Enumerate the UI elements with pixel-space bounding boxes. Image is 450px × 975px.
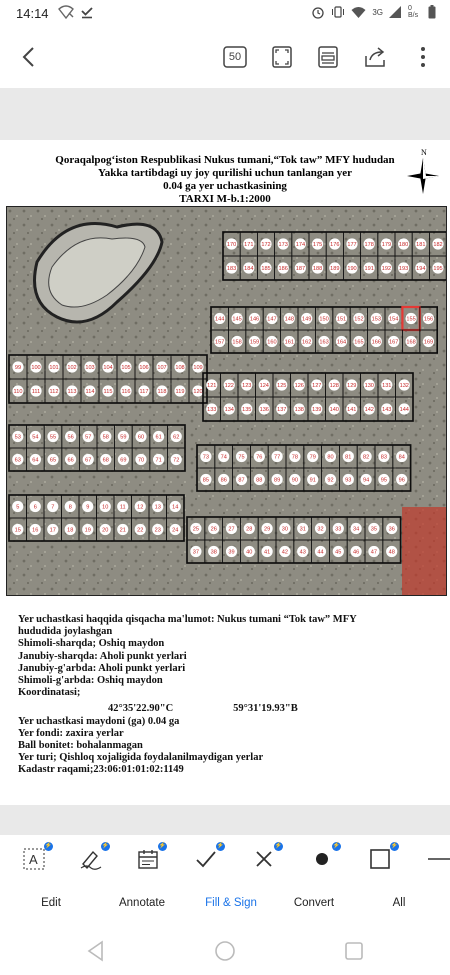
premium-badge: ⚡ <box>216 843 225 849</box>
plot-number: 162 <box>302 339 312 346</box>
plot-number: 146 <box>249 316 260 323</box>
plot-number: 113 <box>67 389 77 396</box>
plot-number: 38 <box>210 549 217 556</box>
plot-number: 96 <box>398 477 405 484</box>
plot-number: 53 <box>14 434 21 441</box>
plot-number: 182 <box>433 242 443 249</box>
plot-number: 165 <box>354 339 364 346</box>
plot-number: 20 <box>102 527 109 534</box>
info-line: Yer uchastkasi maydoni (ga) 0.04 ga <box>18 715 180 727</box>
battery-icon <box>428 5 436 19</box>
plot-number: 35 <box>370 526 378 533</box>
plot-number: 161 <box>284 339 294 346</box>
plot-number: 57 <box>85 434 92 441</box>
plot-number: 101 <box>49 365 59 372</box>
share-icon <box>364 46 388 68</box>
plot-number: 159 <box>249 339 260 346</box>
system-navigation <box>0 925 450 975</box>
nav-back-icon[interactable] <box>84 939 108 963</box>
plot-number: 44 <box>317 549 324 556</box>
plot-number: 42 <box>281 549 289 556</box>
plot-number: 189 <box>330 266 340 273</box>
plot-number: 86 <box>220 477 227 484</box>
plot-number: 172 <box>261 242 271 249</box>
plot-number: 132 <box>399 383 409 390</box>
plot-number: 37 <box>192 549 200 556</box>
compass-label: N <box>421 148 427 157</box>
plot-number: 23 <box>154 527 161 534</box>
premium-badge: ⚡ <box>332 843 341 849</box>
plot-number: 67 <box>85 457 92 464</box>
plot-number: 80 <box>327 454 334 461</box>
network-speed: 0 B/s <box>408 5 419 19</box>
info-line: Koordinatasi; <box>18 687 81 699</box>
plot-number: 91 <box>309 477 316 484</box>
plot-number: 176 <box>330 242 340 249</box>
plot-number: 145 <box>232 316 242 323</box>
plot-number: 22 <box>137 527 144 534</box>
plot-number: 27 <box>228 526 235 533</box>
tab-convert[interactable]: Convert <box>293 897 335 909</box>
info-line: Ball bonitet: bohalanmagan <box>18 740 143 752</box>
fill-sign-toolbar <box>0 835 450 925</box>
plot-number: 25 <box>192 526 200 533</box>
plot-number: 194 <box>416 266 426 273</box>
plot-number: 8 <box>68 504 72 511</box>
plot-number: 119 <box>175 389 185 396</box>
plot-number: 160 <box>267 339 277 346</box>
plot-number: 166 <box>371 339 381 346</box>
download-done-icon <box>80 5 94 19</box>
page-number-button[interactable] <box>220 42 250 72</box>
plot-number: 95 <box>380 477 388 484</box>
plot-number: 149 <box>302 316 312 323</box>
plot-number: 88 <box>256 477 263 484</box>
plot-number: 155 <box>406 316 416 323</box>
plot-number: 139 <box>312 407 322 414</box>
plot-number: 102 <box>67 365 77 372</box>
plot-number: 124 <box>259 383 269 390</box>
plot-number: 152 <box>354 316 364 323</box>
info-line: Shimoli-sharqda; Oshiq maydon <box>18 638 165 650</box>
plot-number: 70 <box>137 457 145 464</box>
plot-number: 93 <box>345 477 352 484</box>
calendar-icon <box>137 848 159 870</box>
plot-number: 66 <box>67 457 74 464</box>
info-line: Yer uchastkasi haqqida qisqacha ma'lumot: Nukus tumani “Tok taw” MFY <box>18 614 357 625</box>
plot-number: 10 <box>102 504 109 511</box>
plot-number: 40 <box>246 549 253 556</box>
vibrate-icon <box>331 5 345 19</box>
plot-number: 134 <box>224 407 234 414</box>
plot-number: 48 <box>388 549 395 556</box>
info-line: hududida joylashgan <box>18 626 113 638</box>
line-tool[interactable] <box>424 845 450 873</box>
plot-number: 32 <box>317 526 324 533</box>
plot-number: 129 <box>347 383 357 390</box>
more-vertical-icon <box>420 46 426 68</box>
plot-number: 71 <box>155 457 162 464</box>
plot-number: 136 <box>259 407 269 414</box>
plot-number: 191 <box>364 266 374 273</box>
plot-number: 92 <box>327 477 334 484</box>
plot-number: 17 <box>49 527 56 534</box>
reading-mode-button[interactable] <box>313 42 343 72</box>
compass-icon <box>403 146 443 198</box>
plot-number: 135 <box>242 407 252 414</box>
plot-number: 68 <box>102 457 109 464</box>
plot-number: 108 <box>175 365 185 372</box>
plot-number: 117 <box>139 389 149 396</box>
plot-number: 169 <box>423 339 434 346</box>
plot-number: 168 <box>406 339 416 346</box>
plot-number: 7 <box>51 504 55 511</box>
plot-number: 144 <box>215 316 225 323</box>
plot-number: 179 <box>381 242 392 249</box>
plot-number: 18 <box>67 527 74 534</box>
plot-number: 114 <box>85 389 95 396</box>
plot-number: 115 <box>103 389 113 396</box>
plot-number: 120 <box>193 389 203 396</box>
more-button[interactable] <box>408 42 438 72</box>
premium-badge: ⚡ <box>158 843 167 849</box>
plot-number: 87 <box>238 477 245 484</box>
plot-number: 158 <box>232 339 242 346</box>
plot-number: 64 <box>32 457 39 464</box>
plot-number: 74 <box>220 454 227 461</box>
plot-number: 100 <box>31 365 41 372</box>
tab-all[interactable]: All <box>392 897 406 909</box>
plot-number: 128 <box>329 383 339 390</box>
plot-number: 118 <box>157 389 167 396</box>
mode-tabs <box>0 892 450 918</box>
plot-number: 192 <box>381 266 392 273</box>
page-number: 50 <box>228 51 242 63</box>
plot-number: 184 <box>244 266 254 273</box>
plot-number: 33 <box>335 526 342 533</box>
plot-number: 31 <box>299 526 306 533</box>
plot-number: 143 <box>382 407 392 414</box>
coordinate-latitude: 42°35'22.90"C <box>108 703 174 715</box>
plot-number: 154 <box>389 316 399 323</box>
plot-number: 84 <box>398 454 405 461</box>
plot-number: 141 <box>347 407 357 414</box>
signal-icon <box>389 6 402 18</box>
plot-number: 130 <box>364 383 374 390</box>
plot-number: 127 <box>312 383 322 390</box>
premium-badge: ⚡ <box>274 843 283 849</box>
plot-number: 116 <box>121 389 131 396</box>
plot-block <box>9 495 184 541</box>
north-arrow <box>403 146 443 198</box>
plot-number: 181 <box>416 242 426 249</box>
dot-icon <box>311 848 333 870</box>
info-line: Shimoli-g'arbda: Oshiq maydon <box>18 675 163 687</box>
add-text-tool[interactable] <box>20 843 53 873</box>
plot-number: 47 <box>370 549 378 556</box>
plot-number: 60 <box>137 434 145 441</box>
signature-tool[interactable] <box>77 843 110 873</box>
cadastral-map <box>6 206 447 596</box>
rectangle-tool[interactable] <box>366 843 399 873</box>
premium-badge: ⚡ <box>101 843 110 849</box>
svg-text:A: A <box>29 852 38 867</box>
title-line: TARXI M-b.1:2000 <box>179 193 271 205</box>
plot-number: 111 <box>31 389 41 396</box>
plot-number: 21 <box>119 527 126 534</box>
plot-number: 177 <box>347 242 357 249</box>
plot-number: 156 <box>423 316 434 323</box>
plot-number: 193 <box>398 266 409 273</box>
plot-number: 36 <box>388 526 395 533</box>
tab-edit[interactable]: Edit <box>41 897 61 909</box>
plot-number: 83 <box>380 454 388 461</box>
coordinates <box>18 703 438 715</box>
plot-number: 148 <box>284 316 294 323</box>
plot-number: 16 <box>32 527 39 534</box>
plot-number: 153 <box>371 316 381 323</box>
plot-number: 28 <box>246 526 253 533</box>
plot-number: 69 <box>120 457 127 464</box>
plot-number: 121 <box>207 383 217 390</box>
cross-icon <box>253 848 275 870</box>
status-time: 14:14 <box>16 6 49 21</box>
plot-number: 112 <box>49 389 59 396</box>
plot-number: 79 <box>309 454 316 461</box>
plot-number: 122 <box>224 383 234 390</box>
plot-number: 46 <box>352 549 360 556</box>
plot-number: 75 <box>238 454 245 461</box>
plot-number: 61 <box>155 434 162 441</box>
plot-number: 41 <box>263 549 271 556</box>
plot-number: 147 <box>267 316 277 323</box>
title-line: Qoraqalpog‘iston Respublikasi Nukus tumani,“Tok taw” MFY hududan <box>55 154 395 166</box>
plot-number: 151 <box>336 316 347 323</box>
share-button[interactable] <box>361 42 391 72</box>
plot-number: 13 <box>154 504 161 511</box>
rectangle-icon <box>369 848 391 870</box>
plot-number: 85 <box>202 477 210 484</box>
coordinate-longitude: 59°31'19.93"B <box>233 703 298 715</box>
plot-number: 89 <box>273 477 281 484</box>
plot-number: 45 <box>335 549 342 556</box>
nav-home-icon[interactable] <box>213 939 237 963</box>
plot-number: 123 <box>242 383 252 390</box>
plot-number: 24 <box>172 527 179 534</box>
plot-number: 133 <box>207 407 217 414</box>
plot-number: 190 <box>347 266 357 273</box>
plot-number: 167 <box>389 339 399 346</box>
plot-number: 140 <box>329 407 339 414</box>
plot-number: 94 <box>362 477 370 484</box>
plot-number: 54 <box>32 434 39 441</box>
title-line: Yakka tartibdagi uy joy qurilishi uchun tanlangan yer <box>98 167 352 179</box>
plot-number: 15 <box>14 527 21 534</box>
plot-number: 39 <box>228 549 235 556</box>
date-tool[interactable] <box>134 843 167 873</box>
plot-number: 26 <box>210 526 217 533</box>
plot-number: 30 <box>281 526 289 533</box>
plot-number: 126 <box>294 383 304 390</box>
plot-number: 19 <box>84 527 91 534</box>
plot-number: 34 <box>352 526 360 533</box>
plot-number: 185 <box>261 266 271 273</box>
plot-number: 137 <box>277 407 287 414</box>
plot-number: 6 <box>33 504 37 511</box>
tab-annotate[interactable]: Annotate <box>118 897 166 909</box>
plot-number: 142 <box>364 407 374 414</box>
plot-number: 186 <box>278 266 288 273</box>
plot-number: 12 <box>137 504 144 511</box>
fit-page-button[interactable] <box>267 42 297 72</box>
plot-number: 76 <box>256 454 263 461</box>
plot-number: 90 <box>291 477 299 484</box>
plot-number: 29 <box>263 526 271 533</box>
premium-badge: ⚡ <box>44 843 53 849</box>
pen-signature-icon <box>79 848 103 870</box>
plot-number: 11 <box>119 504 126 511</box>
plot-number: 14 <box>172 504 179 511</box>
reading-mode-icon <box>318 46 338 68</box>
plot-number: 77 <box>273 454 281 461</box>
plot-number: 187 <box>295 266 306 273</box>
fullscreen-icon <box>272 46 292 68</box>
plot-number: 164 <box>336 339 347 346</box>
plot-number: 150 <box>319 316 329 323</box>
plot-number: 82 <box>362 454 370 461</box>
plot-number: 110 <box>13 389 23 396</box>
plot-number: 103 <box>85 365 95 372</box>
plot-number: 125 <box>277 383 287 390</box>
plot-info <box>18 614 438 777</box>
document-page <box>0 140 450 805</box>
network-type: 3G <box>372 7 383 17</box>
plot-number: 195 <box>433 266 443 273</box>
status-bar <box>0 0 450 28</box>
plot-number: 5 <box>16 504 20 511</box>
chevron-left-icon <box>19 46 39 68</box>
info-line: Yer fondi: zaxira yerlar <box>18 727 124 739</box>
plot-number: 188 <box>312 266 323 273</box>
plot-number: 174 <box>295 242 306 249</box>
nav-recents-icon[interactable] <box>342 939 366 963</box>
premium-badge: ⚡ <box>390 843 399 849</box>
plot-number: 65 <box>49 457 57 464</box>
info-line: Janubiy-g'arbda: Aholi punkt yerlari <box>18 662 186 674</box>
plot-number: 157 <box>215 339 225 346</box>
plot-number: 144 <box>399 407 409 414</box>
plot-number: 138 <box>294 407 304 414</box>
plot-number: 58 <box>102 434 109 441</box>
plot-number: 173 <box>278 242 288 249</box>
alarm-icon <box>311 5 325 19</box>
plot-number: 105 <box>121 365 131 372</box>
cross-tool[interactable] <box>250 843 283 873</box>
plot-block <box>9 355 207 403</box>
plot-number: 170 <box>226 242 237 249</box>
wifi-off-icon <box>58 5 74 19</box>
plot-number: 131 <box>382 383 392 390</box>
map-plots <box>7 207 446 595</box>
plot-number: 78 <box>291 454 299 461</box>
plot-number: 175 <box>312 242 323 249</box>
title-line: 0.04 ga yer uchastkasining <box>163 180 287 192</box>
top-toolbar <box>0 28 450 88</box>
plot-number: 171 <box>244 242 254 249</box>
text-field-icon <box>23 848 45 870</box>
plot-number: 59 <box>120 434 127 441</box>
checkmark-icon <box>195 848 217 870</box>
plot-number: 107 <box>157 365 167 372</box>
plot-number: 63 <box>14 457 21 464</box>
plot-number: 109 <box>193 365 203 372</box>
plot-number: 62 <box>173 434 180 441</box>
plot-number: 183 <box>226 266 237 273</box>
wifi-icon <box>351 6 366 19</box>
plot-number: 163 <box>319 339 329 346</box>
plot-block <box>9 425 185 471</box>
plot-number: 81 <box>345 454 352 461</box>
tab-fill-sign[interactable]: Fill & Sign <box>205 897 257 909</box>
checkmark-tool[interactable] <box>192 843 225 873</box>
plot-number: 73 <box>202 454 210 461</box>
back-button[interactable] <box>14 42 44 72</box>
info-line: Janubiy-sharqda: Aholi punkt yerlari <box>18 650 187 662</box>
plot-number: 43 <box>299 549 306 556</box>
plot-number: 104 <box>103 365 113 372</box>
info-line: Yer turi; Qishloq xojaligida foydalanilmaydigan yerlar <box>18 752 264 764</box>
line-icon <box>424 848 450 870</box>
plot-number: 56 <box>67 434 74 441</box>
dot-tool[interactable] <box>308 843 341 873</box>
plot-number: 180 <box>398 242 409 249</box>
plot-number: 106 <box>139 365 149 372</box>
plot-number: 9 <box>86 504 90 511</box>
plot-number: 99 <box>14 365 22 372</box>
info-line: Kadastr raqami;23:06:01:01:02:1149 <box>18 764 184 776</box>
plot-number: 55 <box>49 434 57 441</box>
plot-number: 178 <box>364 242 374 249</box>
plot-number: 72 <box>173 457 180 464</box>
document-title <box>40 154 410 206</box>
